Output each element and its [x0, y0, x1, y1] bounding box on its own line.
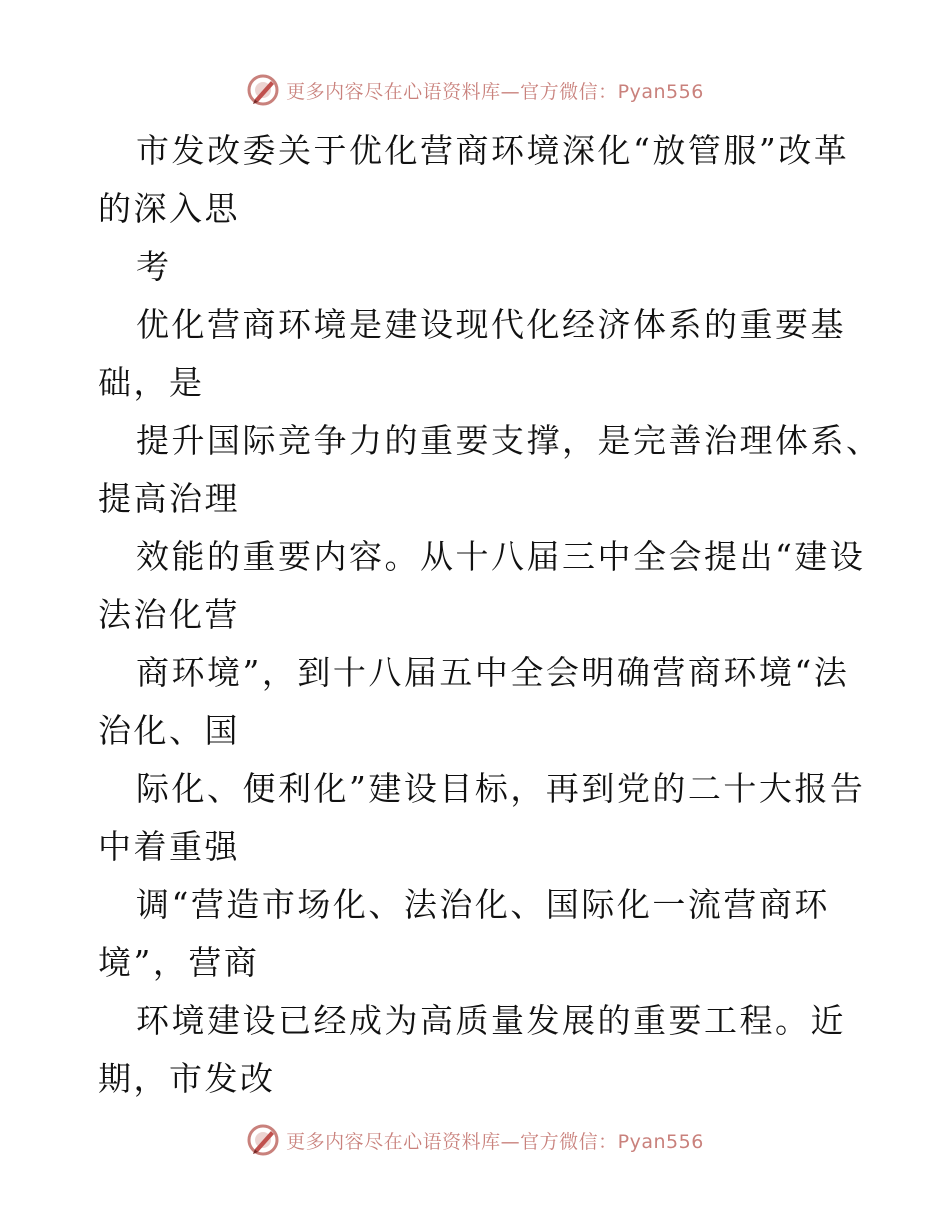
text-line: 期，市发改 — [98, 1059, 276, 1098]
text-line: 环境建设已经成为高质量发展的重要工程。近 — [136, 1001, 846, 1040]
text-line: 提高治理 — [98, 479, 240, 518]
pen-seal-logo-icon — [246, 73, 280, 107]
pen-seal-logo-icon — [246, 1123, 280, 1157]
text-line: 的深入思 — [98, 189, 240, 228]
text-line: 市发改委关于优化营商环境深化“放管服”改革 — [136, 131, 850, 170]
document-body — [98, 122, 898, 1108]
text-line: 考 — [136, 247, 172, 286]
text-line: 础，是 — [98, 363, 205, 402]
watermark-footer — [0, 1120, 950, 1160]
watermark-text: 更多内容尽在心语资料库—官方微信：Pyan556 — [286, 80, 704, 103]
watermark-header — [0, 70, 950, 110]
text-line: 调“营造市场化、法治化、国际化一流营商环 — [136, 885, 830, 924]
text-line: 际化、便利化”建设目标，再到党的二十大报告 — [136, 769, 866, 808]
text-line: 治化、国 — [98, 711, 240, 750]
text-line: 效能的重要内容。从十八届三中全会提出“建设 — [136, 537, 866, 576]
text-line: 中着重强 — [98, 827, 240, 866]
text-line: 优化营商环境是建设现代化经济体系的重要基 — [136, 305, 846, 344]
text-line: 商环境”，到十八届五中全会明确营商环境“法 — [136, 653, 850, 692]
text-line: 提升国际竞争力的重要支撑，是完善治理体系、 — [136, 421, 882, 460]
text-line: 法治化营 — [98, 595, 240, 634]
text-line: 境”，营商 — [98, 943, 260, 982]
watermark-text: 更多内容尽在心语资料库—官方微信：Pyan556 — [286, 1130, 704, 1153]
